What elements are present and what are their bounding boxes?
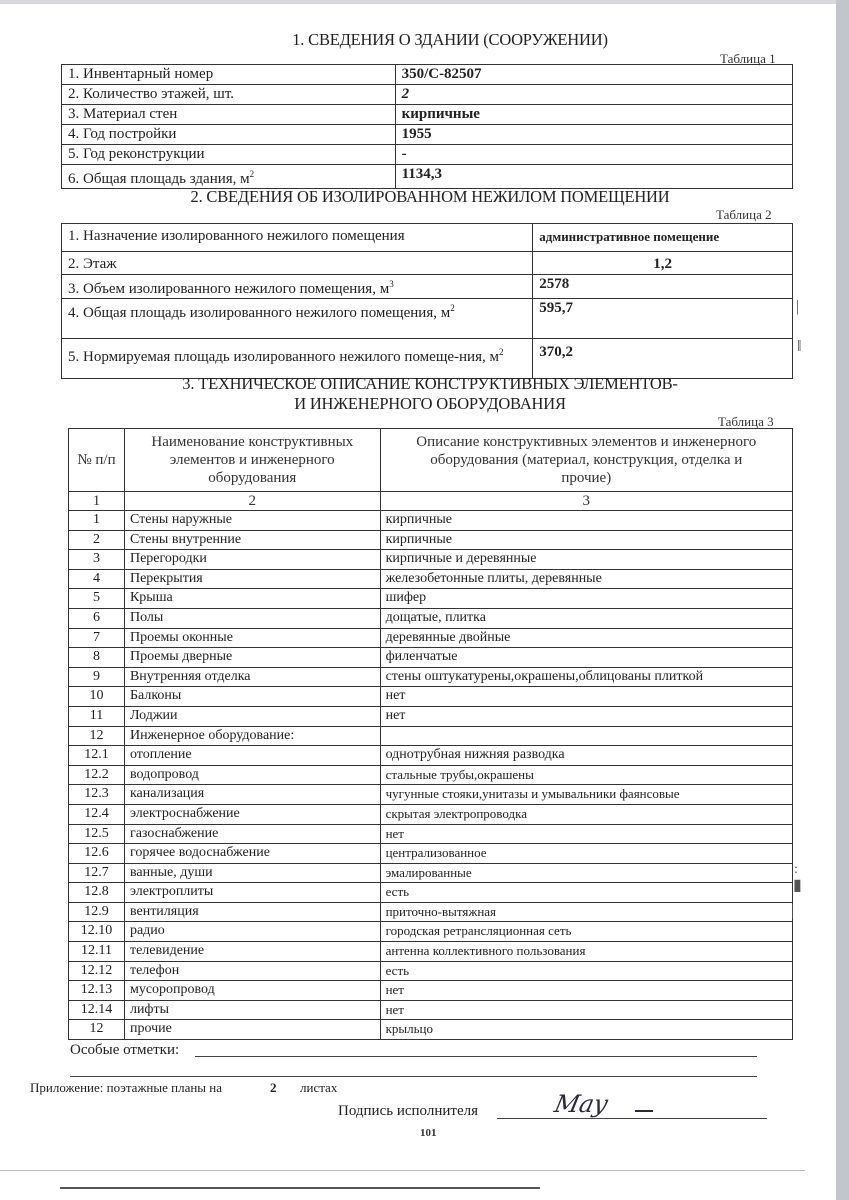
table-row — [69, 687, 793, 707]
row-description: крыльцо — [380, 1020, 792, 1040]
superscript: 2 — [498, 347, 504, 357]
row-description: нет — [380, 824, 792, 844]
superscript: 3 — [389, 279, 394, 289]
signature-line — [497, 1118, 767, 1119]
table-row — [69, 765, 793, 785]
table-building-info — [61, 64, 793, 189]
row-number: 12.5 — [69, 824, 125, 844]
margin-pen-mark: : — [794, 862, 798, 877]
section2-heading: 2. СВЕДЕНИЯ ОБ ИЗОЛИРОВАННОМ НЕЖИЛОМ ПОМЕЩЕНИИ — [190, 187, 670, 206]
table-row — [69, 981, 793, 1001]
row-description: приточно-вытяжная — [380, 902, 792, 922]
scan-edge-right — [836, 0, 849, 1200]
row-description: скрытая электропроводка — [380, 804, 792, 824]
row-name: телевидение — [124, 942, 380, 962]
scan-artifact-line — [0, 1170, 805, 1171]
row-number: 12.14 — [69, 1000, 125, 1020]
row-number: 12.9 — [69, 902, 125, 922]
table-row — [69, 667, 793, 687]
table-row — [62, 299, 793, 339]
column-number: 1 — [69, 492, 125, 511]
row-number: 12 — [69, 726, 125, 746]
row-description: нет — [380, 687, 792, 707]
row-value: 2 — [395, 85, 792, 105]
margin-pen-mark: ▮ — [793, 877, 802, 894]
row-label: 5. Год реконструкции — [62, 145, 396, 165]
row-value: 2578 — [533, 275, 793, 299]
table-row — [69, 883, 793, 903]
row-description: нет — [380, 1000, 792, 1020]
row-name: Полы — [124, 608, 380, 628]
table-row — [62, 165, 793, 189]
row-number: 10 — [69, 687, 125, 707]
table-row — [62, 252, 793, 275]
table-header-row — [69, 429, 793, 492]
table-row — [69, 648, 793, 668]
margin-pen-mark: | — [796, 298, 800, 315]
row-label-text: 4. Общая площадь изолированного нежилого помещения, м — [68, 305, 451, 321]
row-value: административное помещение — [533, 224, 793, 252]
row-description: кирпичные и деревянные — [380, 550, 792, 570]
row-name: Проемы оконные — [124, 628, 380, 648]
row-value: - — [395, 145, 792, 165]
row-label: 2. Этаж — [62, 252, 533, 275]
special-notes-line — [195, 1056, 757, 1057]
row-number: 2 — [69, 530, 125, 550]
table2-caption: Таблица 2 — [716, 207, 772, 222]
table-premises-info — [61, 223, 793, 379]
column-number-row — [69, 492, 793, 511]
table-row — [69, 961, 793, 981]
row-label-text: 6. Общая площадь здания, м — [68, 171, 250, 187]
row-name: отопление — [124, 746, 380, 766]
row-value: 1,2 — [533, 252, 793, 275]
column-number: 3 — [380, 492, 792, 511]
row-label — [62, 339, 533, 379]
table1-caption: Таблица 1 — [720, 51, 776, 66]
row-name: Внутренняя отделка — [124, 667, 380, 687]
table-body — [69, 511, 793, 1040]
row-number: 12.6 — [69, 844, 125, 864]
row-name: газоснабжение — [124, 824, 380, 844]
row-label-text: 5. Нормируемая площадь изолированного нежилого помеще-ния, м — [68, 349, 499, 365]
row-name: электроплиты — [124, 883, 380, 903]
appendix-unit: листах — [300, 1080, 338, 1095]
table-technical-description — [68, 428, 793, 1040]
table-row — [69, 942, 793, 962]
table-row — [69, 1000, 793, 1020]
row-label — [62, 275, 533, 299]
row-number: 3 — [69, 550, 125, 570]
row-description: есть — [380, 961, 792, 981]
row-name: канализация — [124, 785, 380, 805]
signature-label: Подпись исполнителя — [338, 1103, 478, 1119]
table-row — [69, 706, 793, 726]
row-description: кирпичные — [380, 530, 792, 550]
table-row — [69, 844, 793, 864]
row-name: Лоджии — [124, 706, 380, 726]
row-description: железобетонные плиты, деревянные — [380, 569, 792, 589]
superscript: 2 — [450, 303, 455, 313]
row-description — [380, 726, 792, 746]
row-description: нет — [380, 981, 792, 1001]
scan-artifact-line — [60, 1187, 540, 1189]
row-number: 1 — [69, 511, 125, 531]
table-row — [69, 1020, 793, 1040]
row-description: нет — [380, 706, 792, 726]
row-label — [62, 299, 533, 339]
table-row — [69, 530, 793, 550]
row-number: 12.11 — [69, 942, 125, 962]
table3-caption: Таблица 3 — [718, 414, 774, 429]
row-description: стены оштукатурены,окрашены,облицованы плиткой — [380, 667, 792, 687]
row-number: 12.10 — [69, 922, 125, 942]
row-name: Проемы дверные — [124, 648, 380, 668]
section1-heading: 1. СВЕДЕНИЯ О ЗДАНИИ (СООРУЖЕНИИ) — [292, 30, 608, 49]
row-description: городская ретрансляционная сеть — [380, 922, 792, 942]
table-row — [69, 902, 793, 922]
superscript: 2 — [249, 169, 255, 179]
appendix-count: 2 — [270, 1080, 277, 1095]
row-name: электроснабжение — [124, 804, 380, 824]
row-name: вентиляция — [124, 902, 380, 922]
row-name: Крыша — [124, 589, 380, 609]
row-number: 7 — [69, 628, 125, 648]
row-number: 12.13 — [69, 981, 125, 1001]
row-description: эмалированные — [380, 863, 792, 883]
row-value: 595,7 — [533, 299, 793, 339]
table-row — [69, 804, 793, 824]
table-row — [69, 746, 793, 766]
row-description: есть — [380, 883, 792, 903]
scan-edge-top — [0, 0, 849, 4]
row-name: радио — [124, 922, 380, 942]
row-name: Стены наружные — [124, 511, 380, 531]
signature: Мау — [552, 1090, 611, 1118]
row-description: деревянные двойные — [380, 628, 792, 648]
appendix-label: Приложение: поэтажные планы на — [30, 1080, 223, 1095]
table-row — [69, 608, 793, 628]
row-name: Балконы — [124, 687, 380, 707]
table-row — [62, 224, 793, 252]
row-label — [62, 165, 396, 189]
row-number: 11 — [69, 706, 125, 726]
row-number: 4 — [69, 569, 125, 589]
table-row — [69, 785, 793, 805]
table-row — [69, 922, 793, 942]
row-number: 12.1 — [69, 746, 125, 766]
special-notes-line — [70, 1076, 757, 1077]
signature-stroke — [635, 1110, 653, 1112]
row-name: горячее водоснабжение — [124, 844, 380, 864]
table-row — [62, 105, 793, 125]
row-name: прочие — [124, 1020, 380, 1040]
table-row — [62, 275, 793, 299]
row-name: Стены внутренние — [124, 530, 380, 550]
row-number: 12.7 — [69, 863, 125, 883]
row-number: 6 — [69, 608, 125, 628]
margin-pen-mark: | — [791, 902, 795, 919]
margin-pen-mark: ‖ — [797, 338, 802, 355]
row-number: 12.2 — [69, 765, 125, 785]
row-description: чугунные стояки,унитазы и умывальники фаянсовые — [380, 785, 792, 805]
row-number: 5 — [69, 589, 125, 609]
row-name: Инженерное оборудование: — [124, 726, 380, 746]
row-description: шифер — [380, 589, 792, 609]
row-label: 3. Материал стен — [62, 105, 396, 125]
table-row — [69, 863, 793, 883]
row-name: ванные, души — [124, 863, 380, 883]
row-description: дощатые, плитка — [380, 608, 792, 628]
section3-heading-line1: 3. ТЕХНИЧЕСКОЕ ОПИСАНИЕ КОНСТРУКТИВНЫХ ЭЛЕМЕНТОВ- — [182, 374, 678, 393]
row-label: 1. Инвентарный номер — [62, 65, 396, 85]
row-label: 2. Количество этажей, шт. — [62, 85, 396, 105]
table-row — [69, 511, 793, 531]
column-number: 2 — [124, 492, 380, 511]
row-description: антенна коллективного пользования — [380, 942, 792, 962]
row-value: 350/С-82507 — [395, 65, 792, 85]
row-name: лифты — [124, 1000, 380, 1020]
table-row — [62, 339, 793, 379]
row-name: водопровод — [124, 765, 380, 785]
row-description: однотрубная нижняя разводка — [380, 746, 792, 766]
table-row — [69, 726, 793, 746]
row-number: 12.4 — [69, 804, 125, 824]
table-row — [62, 125, 793, 145]
table-row — [62, 65, 793, 85]
row-number: 8 — [69, 648, 125, 668]
column-header-description: Описание конструктивных элементов и инженерного оборудования (материал, конструкция, отделка и прочие) — [380, 429, 792, 492]
page-number: 101 — [420, 1127, 437, 1139]
table-row — [69, 589, 793, 609]
row-name: мусоропровод — [124, 981, 380, 1001]
row-value: 1134,3 — [395, 165, 792, 189]
table-row — [69, 824, 793, 844]
row-label-text: 3. Объем изолированного нежилого помещения, м — [68, 281, 390, 297]
row-number: 12.12 — [69, 961, 125, 981]
table-row — [62, 145, 793, 165]
row-description: кирпичные — [380, 511, 792, 531]
row-name: Перекрытия — [124, 569, 380, 589]
row-value: 370,2 — [533, 339, 793, 379]
row-description: централизованное — [380, 844, 792, 864]
column-header-number: № п/п — [69, 429, 125, 492]
row-label: 1. Назначение изолированного нежилого помещения — [62, 224, 533, 252]
row-number: 9 — [69, 667, 125, 687]
special-notes-label: Особые отметки: — [70, 1042, 180, 1058]
row-number: 12.3 — [69, 785, 125, 805]
row-description: филенчатые — [380, 648, 792, 668]
row-value: 1955 — [395, 125, 792, 145]
row-name: телефон — [124, 961, 380, 981]
table-row — [69, 550, 793, 570]
column-header-name: Наименование конструктивных элементов и инженерного оборудования — [124, 429, 380, 492]
row-number: 12 — [69, 1020, 125, 1040]
section3-heading-line2: И ИНЖЕНЕРНОГО ОБОРУДОВАНИЯ — [294, 394, 566, 413]
row-name: Перегородки — [124, 550, 380, 570]
row-description: стальные трубы,окрашены — [380, 765, 792, 785]
row-label: 4. Год постройки — [62, 125, 396, 145]
row-value: кирпичные — [395, 105, 792, 125]
table-row — [69, 569, 793, 589]
table-row — [62, 85, 793, 105]
row-number: 12.8 — [69, 883, 125, 903]
table-row — [69, 628, 793, 648]
